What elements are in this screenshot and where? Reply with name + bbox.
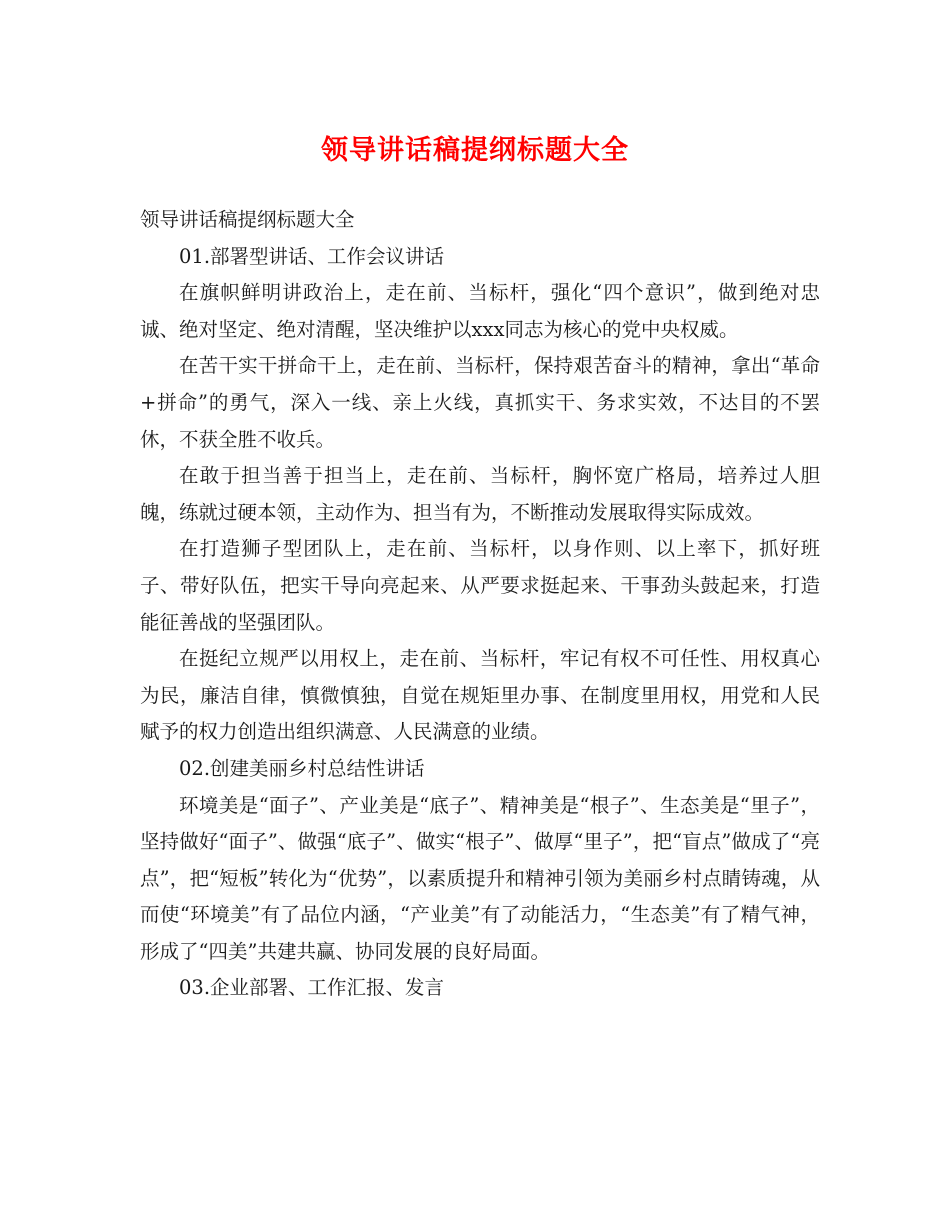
document-body [140, 202, 820, 1007]
document-title: 领导讲话稿提纲标题大全 [321, 135, 629, 166]
paragraph: 在苦干实干拼命干上，走在前、当标杆，保持艰苦奋斗的精神，拿出“革命+拼命”的勇气，深入一线、亲上火线，真抓实干、务求实效，不达目的不罢休，不获全胜不收兵。 [140, 354, 820, 451]
paragraph: 环境美是“面子”、产业美是“底子”、精神美是“根子”、生态美是“里子”，坚持做好“面子”、做强“底子”、做实“根子”、做厚“里子”，把“盲点”做成了“亮点”，把“短板”转化为“优势”，以素质提升和精神引领为美丽乡村点睛铸魂，从而使“环境美”有了品位内涵，“产业美”有了动能活力，“生态美”有了精气神，形成了“四美”共建共赢、协同发展的良好局面。 [140, 793, 820, 963]
paragraph: 在敢于担当善于担当上，走在前、当标杆，胸怀宽广格局，培养过人胆魄，练就过硬本领，主动作为、担当有为，不断推动发展取得实际成效。 [140, 464, 820, 524]
section-heading: 03.企业部署、工作汇报、发言 [179, 976, 445, 1000]
document-subtitle: 领导讲话稿提纲标题大全 [140, 208, 355, 231]
section-heading: 02.创建美丽乡村总结性讲话 [179, 756, 425, 780]
paragraph: 在打造狮子型团队上，走在前、当标杆，以身作则、以上率下，抓好班子、带好队伍，把实干导向亮起来、从严要求挺起来、干事劲头鼓起来，打造能征善战的坚强团队。 [140, 537, 820, 634]
paragraph: 在挺纪立规严以用权上，走在前、当标杆，牢记有权不可任性、用权真心为民，廉洁自律，慎微慎独，自觉在规矩里办事、在制度里用权，用党和人民赋予的权力创造出组织满意、人民满意的业绩。 [140, 647, 820, 744]
paragraph: 在旗帜鲜明讲政治上，走在前、当标杆，强化“四个意识”，做到绝对忠诚、绝对坚定、绝对清醒，坚决维护以xxx同志为核心的党中央权威。 [140, 281, 820, 341]
section-heading: 01.部署型讲话、工作会议讲话 [179, 244, 445, 268]
